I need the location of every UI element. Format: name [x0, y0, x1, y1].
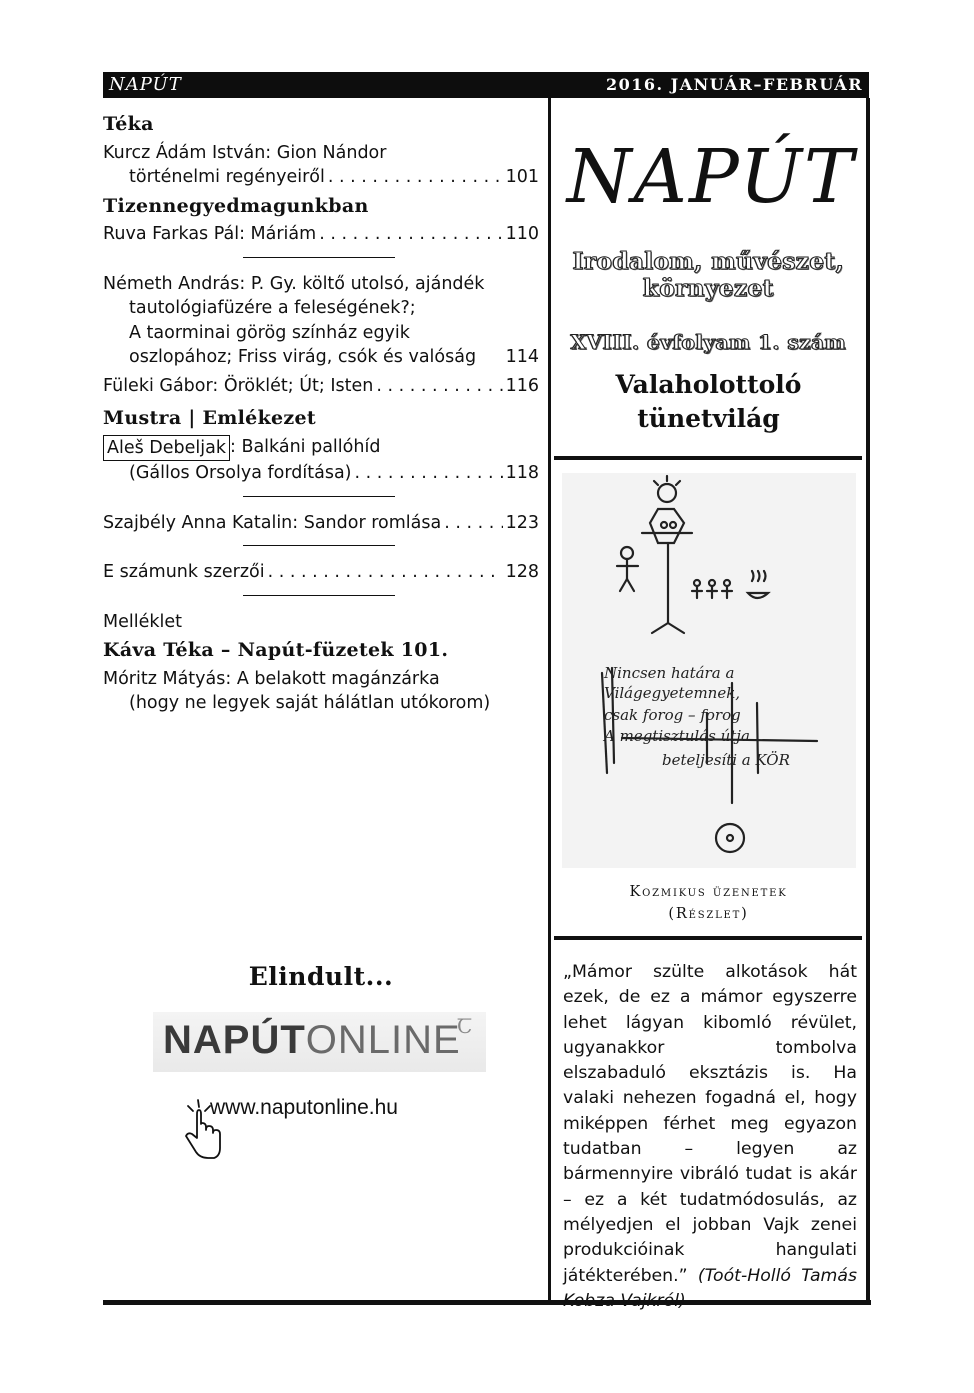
masthead: [551, 98, 866, 453]
toc-entry[interactable]: [103, 667, 539, 716]
entry-text: tautológiafüzére a feleségének?;: [129, 298, 416, 318]
section-title-tizennegyed: Tizennegyedmagunkban: [103, 194, 369, 217]
handwriting-line: beteljesíti a KÖR: [662, 751, 790, 769]
entry-text: Füleki Gábor: Öröklét; Út; Isten: [103, 375, 374, 396]
artwork-caption: [551, 881, 866, 925]
handwriting-line: A megtisztulás útja: [604, 727, 750, 745]
handwriting-line: Világegyetemnek,: [604, 684, 741, 702]
header-logo: NAPÚT: [109, 74, 182, 95]
toc-entry[interactable]: [103, 560, 539, 585]
page-number: 114: [505, 347, 539, 367]
subtitle-line: Irodalom, művészet,: [572, 248, 845, 275]
promo-title: Elindult...: [248, 962, 394, 991]
artwork-image: [562, 473, 856, 868]
entry-text: (Gállos Orsolya fordítása): [129, 463, 352, 483]
dot-leader: [319, 222, 502, 247]
issue-date: 2016. JANUÁR–FEBRUÁR: [606, 75, 863, 94]
logo-part-online: ONLINE: [305, 1018, 461, 1062]
page-number: 123: [505, 512, 539, 533]
separator: [243, 257, 395, 258]
theme-line: Valaholottoló: [615, 370, 802, 399]
napust-logo: NAPÚT: [566, 134, 856, 220]
entry-text: Ruva Farkas Pál: Máriám: [103, 224, 317, 244]
quote-text: „Mámor szülte alkotások hát ezek, de ez a mámor egyszerre lehet lágyan kibomló révület, ugyanakkor tombolva elszabaduló eksztázis is. Ha valaki nehezen fogadná el, hogy miképpen férhet meg egyazon tudatban – legyen az bármennyire vibráló tudat is akár – ez a két tudatmódosulás, az mélyedjen el jobban Vajk zenei produkcióinak hangulati játékterében.”: [563, 962, 857, 1286]
dot-leader: [328, 165, 503, 190]
naputonline-logo[interactable]: [153, 1012, 486, 1072]
entry-text: Kurcz Ádám István: Gion Nándor: [103, 142, 387, 163]
caption-line: Kozmikus üzenetek: [629, 884, 788, 900]
dot-leader: [376, 374, 502, 399]
supplement-title: Káva Téka – Napút-füzetek 101.: [103, 639, 449, 661]
divider-rule: [554, 936, 862, 940]
author-name-boxed: Aleš Debeljak: [103, 435, 230, 462]
dot-leader: [355, 461, 503, 486]
separator: [243, 545, 395, 546]
entry-text: Németh András: P. Gy. költő utolsó, ajándék: [103, 273, 485, 294]
section-title-mustra: Mustra | Emlékezet: [103, 407, 316, 429]
divider-rule: [554, 456, 862, 460]
url-row[interactable]: [180, 1096, 480, 1166]
entry-text: (hogy ne legyek saját hálátlan utókorom): [129, 693, 491, 713]
entry-text: E számunk szerzői: [103, 562, 265, 582]
section-title-teka: Téka: [103, 113, 154, 135]
handwriting-line: csak forog – forog: [604, 706, 741, 724]
volume-label: XVIII. évfolyam 1. szám: [570, 330, 847, 354]
header-bar: [103, 72, 869, 98]
entry-text: A taorminai görög színház egyik: [129, 322, 410, 343]
masthead-subtitle: [551, 248, 866, 302]
issue-theme: [551, 368, 866, 436]
quote-block: [563, 960, 857, 1314]
theme-line: tünetvilág: [637, 404, 780, 433]
logo-part-naput: NAPÚT: [163, 1018, 306, 1062]
entry-text: történelmi regényeiről: [129, 167, 325, 187]
supplement-label: Melléklet: [103, 611, 182, 632]
toc-entry[interactable]: [103, 141, 539, 190]
separator: [243, 595, 395, 596]
toc-entry[interactable]: [103, 374, 539, 399]
website-link[interactable]: www.naputonline.hu: [210, 1096, 398, 1119]
dot-leader: [444, 511, 502, 536]
table-of-contents: [103, 110, 539, 720]
page-number: 110: [505, 224, 539, 244]
logo-mark-icon: Ꞇ: [457, 1014, 473, 1038]
page-number: 128: [505, 562, 539, 582]
entry-text: Móritz Mátyás: A belakott magánzárka: [103, 668, 440, 689]
separator: [243, 496, 395, 497]
handwriting-line: Nincsen határa a: [604, 664, 735, 682]
entry-text: oszlopához; Friss virág, csók és valóság: [129, 347, 477, 367]
toc-entry[interactable]: [103, 435, 539, 486]
page-number: 118: [505, 463, 539, 483]
artwork-drawing: [562, 473, 856, 868]
right-frame-line: [866, 98, 870, 1304]
toc-entry[interactable]: [103, 511, 539, 536]
toc-entry[interactable]: [103, 272, 539, 370]
page-number: 101: [505, 167, 539, 187]
entry-text: : Balkáni pallóhíd: [229, 436, 381, 457]
quote-author: (Toót-Holló Tamás Kobza Vajkról): [563, 1265, 857, 1311]
toc-entry[interactable]: [103, 222, 539, 247]
page-number: 116: [505, 375, 539, 396]
entry-text: Szajbély Anna Katalin: Sandor romlása: [103, 512, 442, 533]
dot-leader: [268, 560, 503, 585]
subtitle-line: környezet: [643, 275, 774, 302]
caption-line: (Részlet): [668, 906, 749, 922]
